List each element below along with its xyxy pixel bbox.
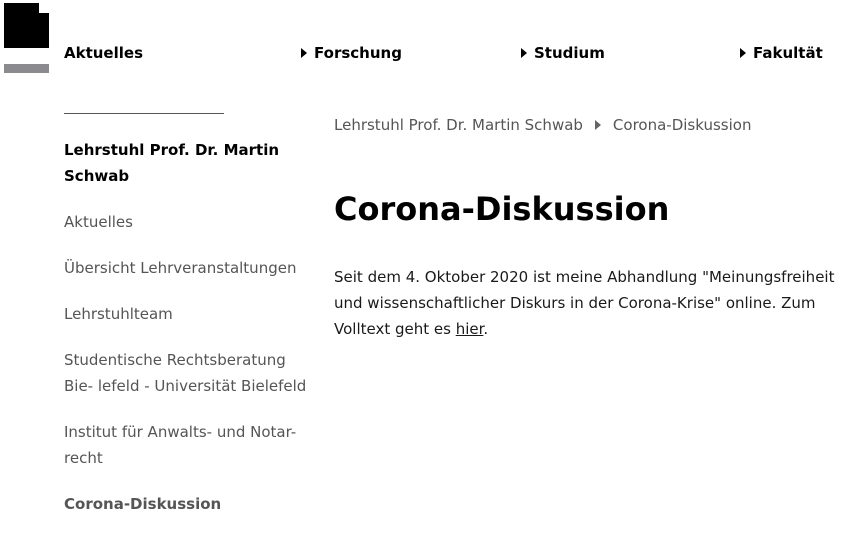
content-text-after-link: . [483, 320, 489, 338]
logo-grey-bar [4, 64, 49, 73]
sidebar-item-corona-diskussion[interactable]: Corona-Diskussion [64, 495, 222, 513]
sidebar-item-rechtsberatung[interactable]: Studentische Rechtsberatung Bie- lefeld - Universität Bielefeld [64, 351, 307, 395]
triangle-right-icon [301, 48, 307, 58]
university-logo-icon[interactable] [4, 3, 50, 75]
sidebar-item-institut[interactable]: Institut für Anwalts- und Notar- recht [64, 423, 297, 467]
sidebar-item-aktuelles[interactable]: Aktuelles [64, 213, 133, 231]
page-title: Corona-Diskussion [334, 190, 670, 228]
content-text-before-link: Seit dem 4. Oktober 2020 ist meine Abhandlung "Meinungsfreiheit und wissenschaftlicher Diskurs in der Corona-Krise" online. Zum Volltext geht es [334, 268, 835, 338]
sidebar-heading[interactable]: Lehrstuhl Prof. Dr. Martin Schwab [64, 141, 280, 185]
nav-item-label: Fakultät [753, 44, 823, 62]
triangle-right-icon [521, 48, 527, 58]
content-paragraph [334, 264, 854, 342]
fulltext-link[interactable]: hier [455, 320, 484, 338]
nav-item-label: Studium [534, 44, 605, 62]
sidebar-item-lehrstuhlteam[interactable]: Lehrstuhlteam [64, 305, 173, 323]
breadcrumb-parent-link[interactable]: Lehrstuhl Prof. Dr. Martin Schwab [334, 116, 583, 134]
nav-item-studium[interactable] [521, 44, 605, 62]
nav-item-aktuelles[interactable] [64, 44, 143, 62]
sidebar-divider [64, 113, 224, 114]
triangle-right-icon [740, 48, 746, 58]
triangle-right-icon [595, 120, 601, 130]
nav-item-label: Forschung [314, 44, 402, 62]
breadcrumb [334, 116, 751, 134]
sidebar [64, 137, 314, 537]
nav-item-label: Aktuelles [64, 44, 143, 62]
nav-item-fakultaet[interactable] [740, 44, 823, 62]
breadcrumb-current: Corona-Diskussion [612, 116, 752, 134]
logo-notch [39, 3, 49, 13]
sidebar-item-lehrveranstaltungen[interactable]: Übersicht Lehrveranstaltungen [64, 259, 297, 277]
nav-item-forschung[interactable] [301, 44, 402, 62]
